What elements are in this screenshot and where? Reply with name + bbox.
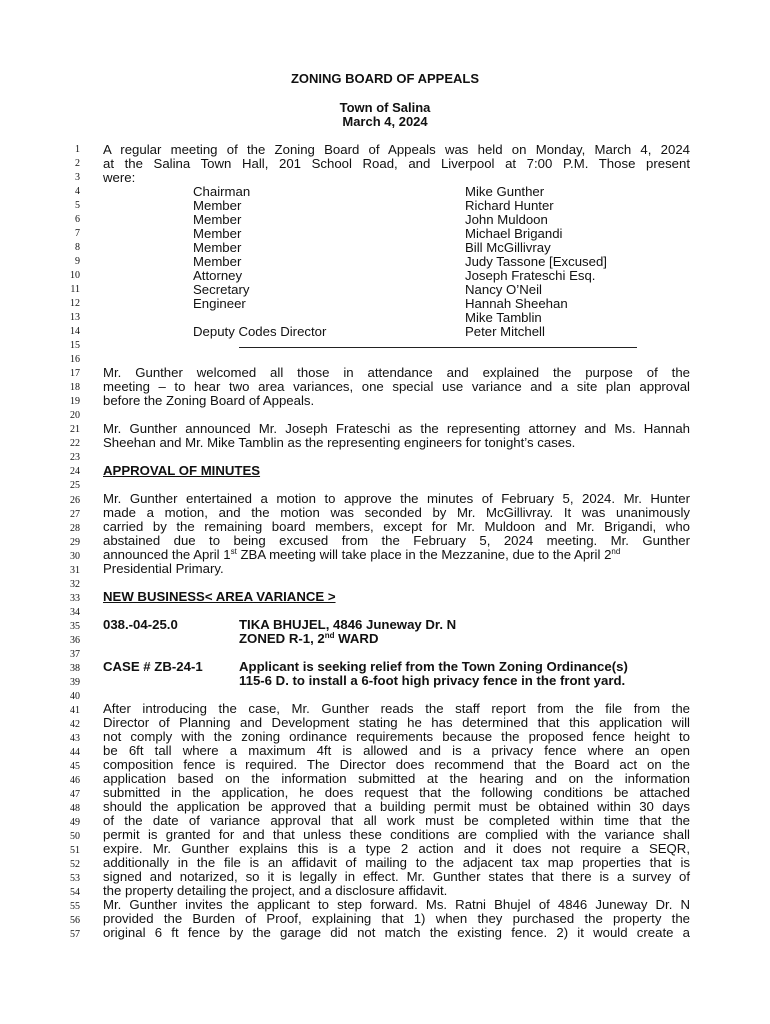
- attendee-role: Engineer: [193, 296, 246, 311]
- body-line: original 6 ft fence by the garage did not match the existing fence. 2) it would create a: [103, 925, 690, 940]
- line-number: 17: [70, 368, 80, 380]
- line-number: 9: [75, 256, 80, 268]
- parcel-zone: [239, 632, 378, 646]
- body-line: Director of Planning and Development stating he has determined that this application will: [103, 715, 690, 730]
- parcel-owner: TIKA BHUJEL, 4846 Juneway Dr. N: [239, 617, 457, 632]
- minutes-line: [103, 548, 690, 562]
- line-number: 12: [70, 298, 80, 310]
- welcome-line: before the Zoning Board of Appeals.: [103, 393, 315, 408]
- minutes-line: carried by the remaining board members, except for Mr. Muldoon and Mr. Brigandi, who: [103, 519, 690, 534]
- line-number: 43: [70, 732, 80, 744]
- meeting-date: March 4, 2024: [342, 114, 428, 129]
- zone-text: ZONED R-1, 2: [239, 631, 325, 646]
- attendee-role: Member: [193, 254, 242, 269]
- line-number: 25: [70, 480, 80, 492]
- parcel-id: 038.-04-25.0: [103, 617, 178, 632]
- minutes-line: made a motion, and the motion was seconded by Mr. McGillivray. It was unanimously: [103, 505, 690, 520]
- line-number: 4: [75, 186, 80, 198]
- line-number: 27: [70, 508, 80, 520]
- line-number: 22: [70, 438, 80, 450]
- ordinal-suffix: st: [230, 547, 237, 556]
- line-number: 33: [70, 592, 80, 604]
- minutes-text: ZBA meeting will take place in the Mezzanine, due to the April 2: [236, 547, 612, 562]
- body-line: the property detailing the project, and a disclosure affidavit.: [103, 883, 448, 898]
- case-description: Applicant is seeking relief from the Town Zoning Ordinance(s): [239, 659, 628, 674]
- line-number: 6: [75, 214, 80, 226]
- attendee-name: Hannah Sheehan: [465, 296, 568, 311]
- attendee-name: Nancy O’Neil: [465, 282, 542, 297]
- line-number: 57: [70, 929, 80, 941]
- line-number: 39: [70, 676, 80, 688]
- line-number: 18: [70, 382, 80, 394]
- body-line: of the date of variance approval that all work must be completed within time that the: [103, 813, 690, 828]
- body-line: After introducing the case, Mr. Gunther reads the staff report from the file from the: [103, 701, 690, 716]
- line-number: 45: [70, 760, 80, 772]
- line-number: 50: [70, 830, 80, 842]
- ordinal-suffix: nd: [324, 631, 335, 640]
- attendee-role: Member: [193, 212, 242, 227]
- line-number: 52: [70, 859, 80, 871]
- minutes-line: Presidential Primary.: [103, 561, 224, 576]
- line-number: 41: [70, 704, 80, 716]
- body-line: composition fence is required. The Director does recommend that the Board act on the: [103, 757, 690, 772]
- body-line: application based on the information submitted at the hearing and on the information: [103, 771, 690, 786]
- ordinal-suffix: nd: [611, 547, 621, 556]
- line-number: 2: [75, 158, 80, 170]
- line-number: 42: [70, 718, 80, 730]
- line-number: 51: [70, 845, 80, 856]
- line-number: 28: [70, 522, 80, 534]
- case-number: CASE # ZB-24-1: [103, 659, 203, 674]
- line-number: 5: [75, 200, 80, 212]
- line-number: 24: [70, 466, 80, 478]
- document-title: ZONING BOARD OF APPEALS: [290, 71, 480, 86]
- line-number: 35: [70, 620, 80, 632]
- line-number: 54: [70, 887, 80, 899]
- attendee-role: Attorney: [193, 268, 243, 283]
- attendee-role: Member: [193, 226, 242, 241]
- line-number: 44: [70, 746, 80, 758]
- attendee-name: Mike Tamblin: [465, 310, 542, 325]
- line-number: 29: [70, 536, 80, 548]
- line-number: 21: [70, 424, 80, 436]
- attendee-name: Michael Brigandi: [465, 226, 563, 241]
- attendee-name: Joseph Frateschi Esq.: [465, 268, 596, 283]
- attendee-role: Chairman: [193, 184, 251, 199]
- attendee-role: Member: [193, 240, 242, 255]
- welcome-line: meeting – to hear two area variances, one special use variance and a site plan approval: [103, 379, 690, 394]
- line-number: 49: [70, 816, 80, 828]
- line-number: 56: [70, 915, 80, 927]
- attendee-name: Mike Gunther: [465, 184, 545, 199]
- line-number: 20: [70, 410, 80, 422]
- line-number: 23: [70, 452, 80, 464]
- attendee-role: Deputy Codes Director: [193, 324, 327, 339]
- announce-line: Mr. Gunther announced Mr. Joseph Frateschi as the representing attorney and Ms. Hannah: [103, 421, 690, 436]
- new-business-heading: NEW BUSINESS< AREA VARIANCE >: [103, 589, 336, 604]
- body-line: submitted in the application, he does request that the following conditions be attached: [103, 785, 690, 800]
- attendee-role: Member: [193, 198, 242, 213]
- attendee-name: John Muldoon: [465, 212, 548, 227]
- line-number: 36: [70, 634, 80, 646]
- line-number: 11: [70, 284, 80, 296]
- line-number: 37: [70, 648, 80, 660]
- intro-line: at the Salina Town Hall, 201 School Road, and Liverpool at 7:00 P.M. Those present: [103, 156, 690, 171]
- body-line: should the application be approved that a building permit must be obtained within 30 days: [103, 799, 690, 814]
- body-line: not comply with the zoning ordinance requirements because the proposed fence height to: [103, 729, 690, 744]
- line-number: 46: [70, 774, 80, 786]
- body-line: additionally in the file is an affidavit of mailing to the adjacent tax map properties that is: [103, 855, 690, 870]
- line-number: 13: [70, 312, 80, 324]
- body-line: provided the Burden of Proof, explaining that 1) when they purchased the property the: [103, 911, 690, 926]
- minutes-heading: APPROVAL OF MINUTES: [103, 463, 261, 478]
- line-number: 30: [70, 550, 80, 562]
- body-line: Mr. Gunther invites the applicant to step forward. Ms. Ratni Bhujel of 4846 Juneway Dr. N: [103, 897, 690, 912]
- line-number: 10: [70, 270, 80, 282]
- attendee-name: Bill McGillivray: [465, 240, 551, 255]
- line-number: 47: [70, 788, 80, 800]
- minutes-line: Mr. Gunther entertained a motion to approve the minutes of February 5, 2024. Mr. Hunter: [103, 491, 690, 506]
- body-line: expire. Mr. Gunther explains this is a type 2 action and it does not require a SEQR,: [103, 841, 690, 856]
- attendee-divider: [239, 347, 637, 348]
- intro-line: A regular meeting of the Zoning Board of Appeals was held on Monday, March 4, 2024: [103, 142, 690, 157]
- minutes-line: abstained due to being excused from the February 5, 2024 meeting. Mr. Gunther: [103, 533, 690, 548]
- line-number: 7: [75, 228, 80, 240]
- body-line: be 6ft tall where a maximum 4ft is allowed and is a privacy fence where an open: [103, 743, 690, 758]
- line-number: 1: [75, 144, 80, 155]
- line-number: 14: [70, 326, 80, 338]
- line-number: 31: [70, 564, 80, 576]
- body-line: signed and notarized, so it is legally in effect. Mr. Gunther states that there is a survey of: [103, 869, 690, 884]
- line-number: 26: [70, 494, 80, 506]
- attendee-name: Peter Mitchell: [465, 324, 545, 339]
- town-name: Town of Salina: [339, 100, 431, 115]
- line-number: 19: [70, 396, 80, 408]
- minutes-text: announced the April 1: [103, 547, 231, 562]
- intro-line: were:: [103, 170, 136, 185]
- line-number: 48: [70, 802, 80, 814]
- line-number: 40: [70, 690, 80, 702]
- announce-line: Sheehan and Mr. Mike Tamblin as the representing engineers for tonight’s cases.: [103, 435, 576, 450]
- line-number: 15: [70, 340, 80, 352]
- line-number: 16: [70, 354, 80, 366]
- line-number: 8: [75, 242, 80, 254]
- zone-text: WARD: [334, 631, 379, 646]
- body-line: permit is granted for and that unless these conditions are complied with the variance shall: [103, 827, 690, 842]
- attendee-role: Secretary: [193, 282, 250, 297]
- line-number: 34: [70, 606, 80, 618]
- line-number: 38: [70, 662, 80, 674]
- line-number: 55: [70, 901, 80, 913]
- line-number: 32: [70, 578, 80, 590]
- attendee-name: Richard Hunter: [465, 198, 554, 213]
- line-number: 53: [70, 873, 80, 885]
- attendee-name: Judy Tassone [Excused]: [465, 254, 607, 269]
- welcome-line: Mr. Gunther welcomed all those in attendance and explained the purpose of the: [103, 365, 690, 380]
- case-description: 115-6 D. to install a 6-foot high privacy fence in the front yard.: [239, 673, 626, 688]
- line-number: 3: [75, 172, 80, 184]
